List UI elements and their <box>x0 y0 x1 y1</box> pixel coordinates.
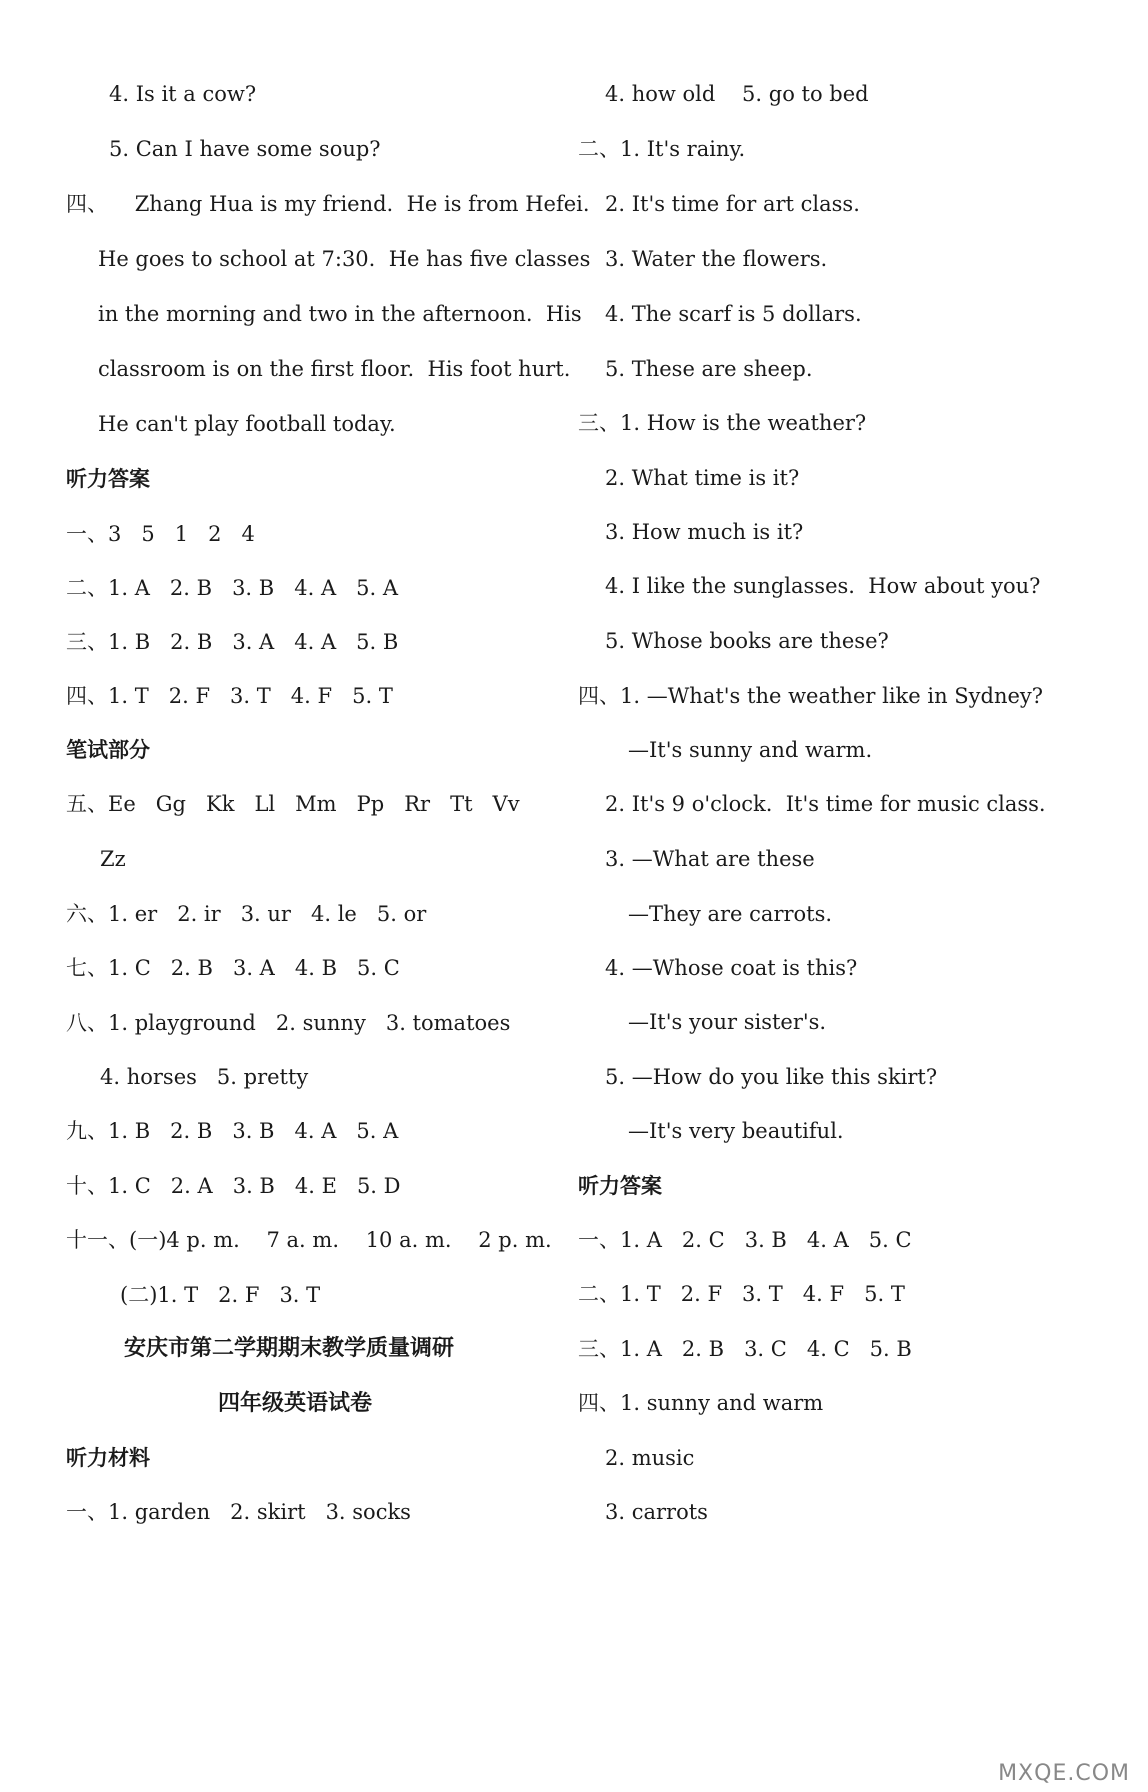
left-line-9: 一、3 5 1 2 4 <box>66 522 255 546</box>
left-line-24: 安庆市第二学期期末教学质量调研 <box>124 1336 455 1361</box>
left-line-10: 二、1. A 2. B 3. B 4. A 5. A <box>66 576 399 600</box>
left-line-13: 笔试部分 <box>66 738 150 762</box>
left-line-17: 七、1. C 2. B 3. A 4. B 5. C <box>66 956 400 980</box>
left-line-26: 听力材料 <box>66 1446 150 1470</box>
right-line-15: 3. —What are these <box>605 847 815 871</box>
left-line-23: (二)1. T 2. F 3. T <box>120 1283 321 1307</box>
left-line-18: 八、1. playground 2. sunny 3. tomatoes <box>66 1011 511 1035</box>
right-line-27: 3. carrots <box>605 1500 708 1524</box>
right-line-23: 二、1. T 2. F 3. T 4. F 5. T <box>578 1282 905 1306</box>
left-line-19: 4. horses 5. pretty <box>100 1065 309 1089</box>
right-line-16: —They are carrots. <box>628 902 833 926</box>
right-line-6: 5. These are sheep. <box>605 357 813 381</box>
watermark: MXQE.COM <box>998 1761 1130 1786</box>
right-line-9: 3. How much is it? <box>605 520 804 544</box>
left-line-14: 五、Ee Gg Kk Ll Mm Pp Rr Tt Vv <box>66 792 520 816</box>
right-line-1: 4. how old 5. go to bed <box>605 82 869 106</box>
left-line-4: He goes to school at 7:30. He has five classes <box>98 247 591 271</box>
right-line-13: —It's sunny and warm. <box>628 738 873 762</box>
right-line-20: —It's very beautiful. <box>628 1119 844 1143</box>
right-line-10: 4. I like the sunglasses. How about you? <box>605 574 1041 598</box>
right-line-11: 5. Whose books are these? <box>605 629 889 653</box>
right-line-7: 三、1. How is the weather? <box>578 411 867 435</box>
left-line-25: 四年级英语试卷 <box>218 1391 373 1416</box>
left-line-2: 5. Can I have some soup? <box>109 137 381 161</box>
left-line-21: 十、1. C 2. A 3. B 4. E 5. D <box>66 1174 401 1198</box>
right-line-5: 4. The scarf is 5 dollars. <box>605 302 862 326</box>
left-line-11: 三、1. B 2. B 3. A 4. A 5. B <box>66 630 399 654</box>
right-line-2: 二、1. It's rainy. <box>578 137 746 161</box>
right-line-22: 一、1. A 2. C 3. B 4. A 5. C <box>578 1228 912 1252</box>
left-line-5: in the morning and two in the afternoon. His <box>98 302 582 326</box>
left-line-1: 4. Is it a cow? <box>109 82 257 106</box>
right-line-12: 四、1. —What's the weather like in Sydney? <box>578 684 1044 708</box>
left-line-27: 一、1. garden 2. skirt 3. socks <box>66 1500 411 1524</box>
right-line-26: 2. music <box>605 1446 695 1470</box>
left-line-20: 九、1. B 2. B 3. B 4. A 5. A <box>66 1119 399 1143</box>
left-line-16: 六、1. er 2. ir 3. ur 4. le 5. or <box>66 902 427 926</box>
right-line-17: 4. —Whose coat is this? <box>605 956 858 980</box>
right-line-19: 5. —How do you like this skirt? <box>605 1065 938 1089</box>
right-line-3: 2. It's time for art class. <box>605 192 860 216</box>
right-line-24: 三、1. A 2. B 3. C 4. C 5. B <box>578 1337 912 1361</box>
left-line-7: He can't play football today. <box>98 412 396 436</box>
right-line-8: 2. What time is it? <box>605 466 800 490</box>
right-line-14: 2. It's 9 o'clock. It's time for music class. <box>605 792 1046 816</box>
left-line-6: classroom is on the first floor. His foot hurt. <box>98 357 571 381</box>
right-line-21: 听力答案 <box>578 1174 662 1198</box>
right-line-4: 3. Water the flowers. <box>605 247 828 271</box>
left-line-15: Zz <box>100 847 126 871</box>
right-line-18: —It's your sister's. <box>628 1010 827 1034</box>
left-line-3: 四、 Zhang Hua is my friend. He is from Hefei. <box>66 192 590 216</box>
left-line-22: 十一、(一)4 p. m. 7 a. m. 10 a. m. 2 p. m. <box>66 1228 552 1252</box>
right-line-25: 四、1. sunny and warm <box>578 1391 824 1415</box>
left-line-8: 听力答案 <box>66 467 150 491</box>
left-line-12: 四、1. T 2. F 3. T 4. F 5. T <box>66 684 393 708</box>
